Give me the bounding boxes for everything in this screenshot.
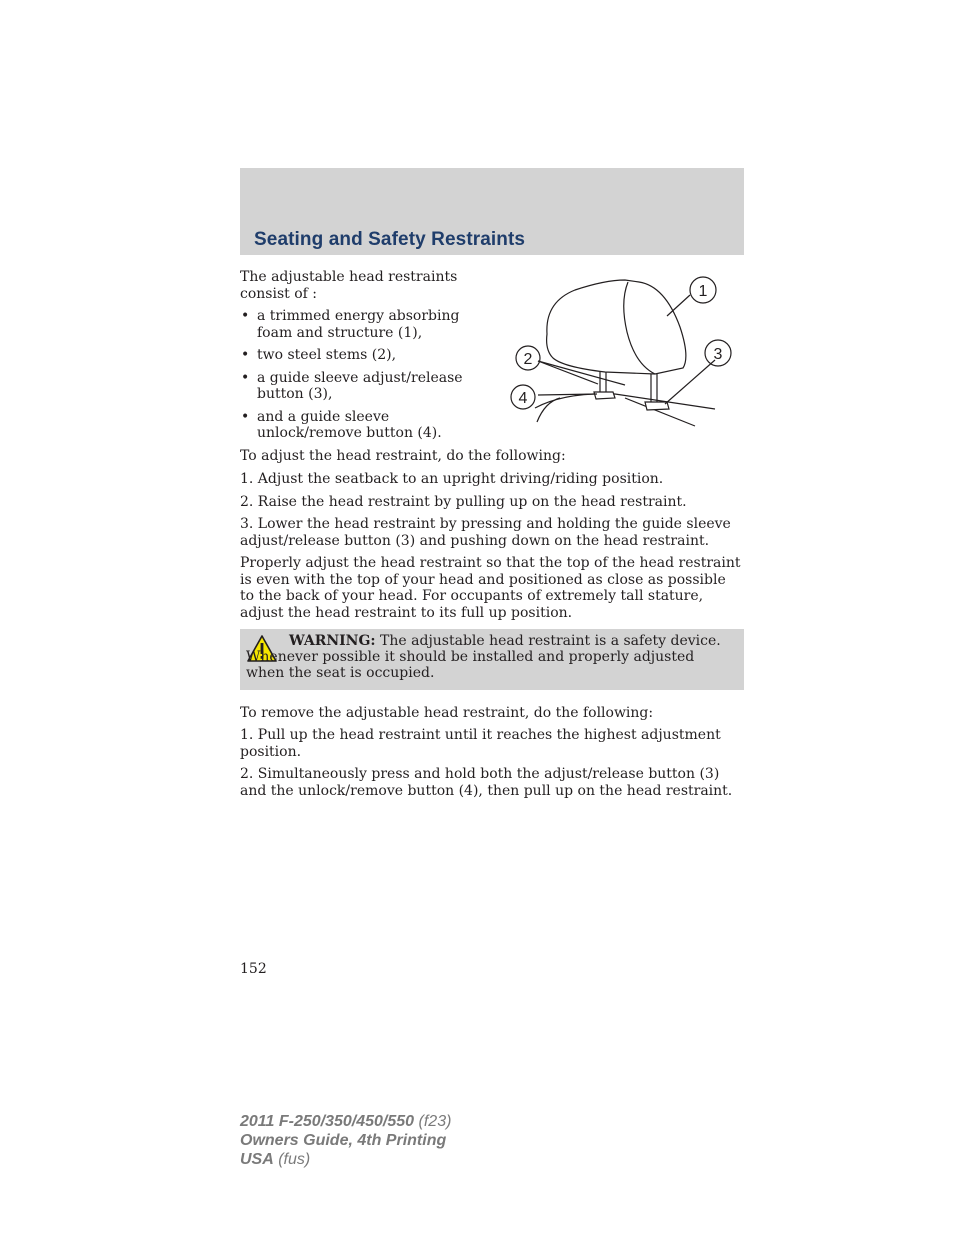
remove-lead: To remove the adjustable head restraint, do the following:: [240, 705, 654, 721]
remove-step-1: 1. Pull up the head restraint until it reaches the highest adjustment position.: [240, 727, 721, 760]
adjust-step-3: 3. Lower the head restraint by pressing and holding the guide sleeve adjust/release button (3) and pushing down on the head restraint.: [240, 516, 731, 549]
warning-body: The adjustable head restraint is a safety device. Whenever possible it should be installed and properly adjusted when the seat is occupied.: [246, 633, 721, 681]
callout-label-4: 4: [518, 390, 528, 407]
list-item: • a trimmed energy absorbing foam and structure (1),: [240, 308, 490, 341]
warning-text: [246, 633, 732, 681]
list-item: • and a guide sleeve unlock/remove button (4).: [240, 409, 490, 442]
steel-stem-right: [651, 374, 657, 402]
callout-label-3: 3: [713, 346, 723, 363]
warning-label: WARNING:: [289, 633, 376, 649]
footer-market: USA: [240, 1151, 274, 1168]
section-title: Seating and Safety Restraints: [254, 229, 526, 250]
adjust-lead: To adjust the head restraint, do the following:: [240, 448, 566, 464]
page-number: 152: [240, 961, 267, 977]
seat-edge-line: [535, 394, 715, 409]
adjust-note: Properly adjust the head restraint so that the top of the head restraint is even with the top of your head and positioned as close as possible to the back of your head. For occupants of extremely tall stature, adjust the head restraint to its full up position.: [240, 555, 741, 621]
warning-box: [240, 629, 744, 690]
list-item: • a guide sleeve adjust/release button (3),: [240, 370, 490, 403]
component-list: [240, 308, 490, 448]
footer-market-code: (fus): [273, 1151, 311, 1168]
footer-model-code: (f23): [414, 1113, 452, 1130]
footer-model: 2011 F-250/350/450/550: [240, 1113, 415, 1130]
guide-sleeve-left: [594, 392, 615, 399]
steel-stem-left: [600, 372, 606, 392]
list-item: • two steel stems (2),: [240, 347, 490, 364]
section-header-band: [240, 168, 744, 255]
callout-label-1: 1: [698, 283, 708, 300]
head-restraint-diagram: [505, 272, 745, 432]
adjust-step-1: 1. Adjust the seatback to an upright driving/riding position.: [240, 471, 664, 487]
adjust-step-2: 2. Raise the head restraint by pulling up on the head restraint.: [240, 494, 687, 510]
footer-guide: Owners Guide, 4th Printing: [240, 1132, 447, 1149]
intro-text: The adjustable head restraints consist of :: [240, 269, 458, 302]
document-footer: [240, 1112, 451, 1169]
foam-cushion-outline: [547, 280, 686, 374]
remove-step-2: 2. Simultaneously press and hold both the adjust/release button (3) and the unlock/remove button (4), then pull up on the head restraint.: [240, 766, 733, 799]
callout-label-2: 2: [523, 351, 533, 368]
